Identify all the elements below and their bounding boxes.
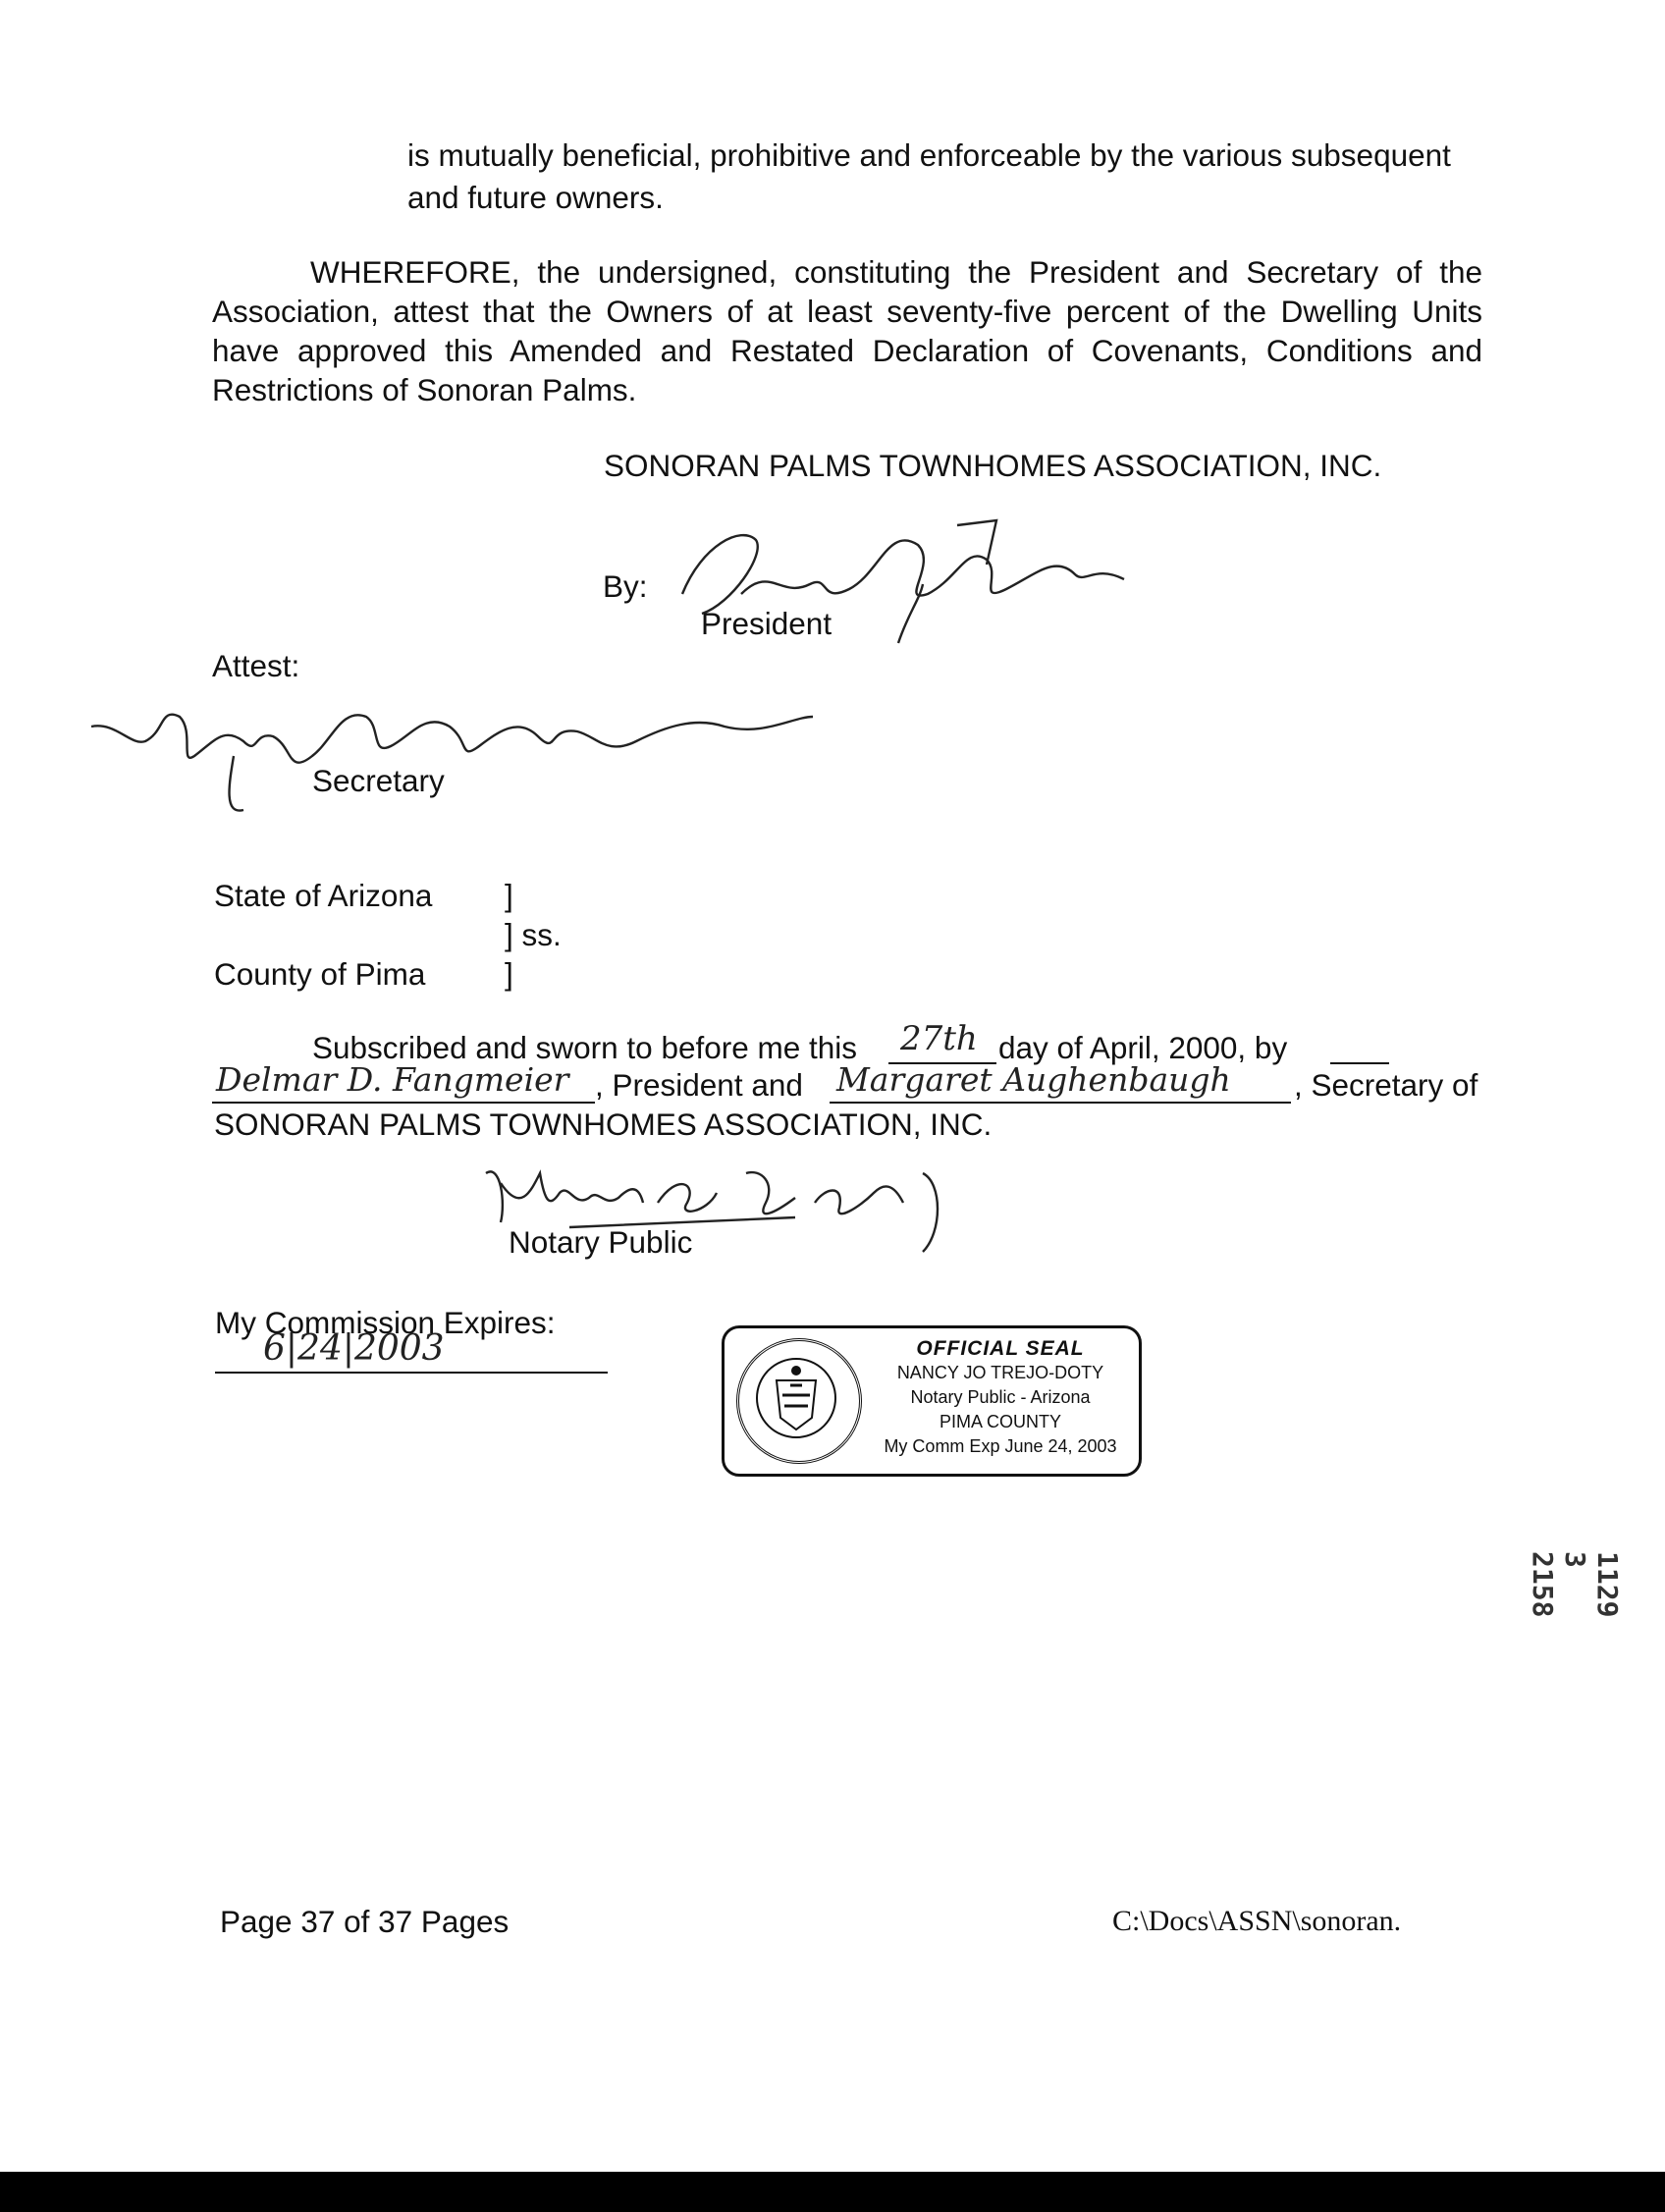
secretary-label: Secretary	[312, 763, 445, 798]
venue-ss: ] ss.	[505, 917, 562, 952]
top-paragraph-line2: and future owners.	[407, 180, 664, 215]
association-name: SONORAN PALMS TOWNHOMES ASSOCIATION, INC.	[604, 448, 1382, 483]
official-seal-stamp	[722, 1325, 1142, 1477]
jurat-part3: , President and	[595, 1067, 803, 1103]
footer-page-number: Page 37 of 37 Pages	[220, 1904, 510, 1939]
president-label: President	[701, 606, 832, 641]
venue-bracket-1: ]	[505, 878, 513, 913]
footer-file-path: C:\Docs\ASSN\sonoran.	[1112, 1905, 1402, 1937]
venue-bracket-3: ]	[505, 956, 513, 992]
commission-label: My Commission Expires:	[215, 1305, 556, 1340]
seal-line3: Notary Public - Arizona	[910, 1387, 1091, 1407]
jurat-day-handwritten: 27th	[900, 1019, 978, 1058]
seal-title: OFFICIAL SEAL	[916, 1337, 1085, 1360]
venue-state: State of Arizona	[214, 878, 433, 913]
by-label: By:	[603, 568, 648, 604]
secretary-name-handwritten: Margaret Aughenbaugh	[836, 1060, 1231, 1099]
attest-label: Attest:	[212, 648, 300, 683]
seal-line5: My Comm Exp June 24, 2003	[884, 1436, 1117, 1456]
commission-underline	[215, 1372, 608, 1374]
president-name-handwritten: Delmar D. Fangmeier	[216, 1060, 569, 1099]
jurat-part4: , Secretary of	[1294, 1067, 1478, 1103]
commission-date-handwritten: 6|24|2003	[263, 1328, 445, 1369]
jurat-part1: Subscribed and sworn to before me this	[312, 1030, 858, 1065]
wherefore-paragraph: WHEREFORE, the undersigned, constituting the President and Secretary of the Association, attest that the Owners of at least seventy-five percent of the Dwelling Units have approved this Amended and Restated Declaration of Covenants, Conditions and Restrictions of Sonoran Palms.	[212, 254, 1482, 407]
top-paragraph-line1: is mutually beneficial, prohibitive and enforceable by the various subsequent	[407, 137, 1451, 173]
secretary-name-underline	[830, 1102, 1291, 1104]
jurat-part2: day of April, 2000, by	[998, 1030, 1288, 1065]
by-blank-line	[1330, 1062, 1389, 1064]
state-seal-emblem-icon	[736, 1338, 862, 1464]
seal-name: NANCY JO TREJO-DOTY	[896, 1363, 1104, 1382]
jurat-line3: SONORAN PALMS TOWNHOMES ASSOCIATION, INC.	[214, 1106, 993, 1142]
secretary-signature	[86, 687, 823, 830]
side-document-number: 1129 3 2158	[1527, 1551, 1624, 1618]
notary-label: Notary Public	[509, 1224, 693, 1260]
seal-line4: PIMA COUNTY	[939, 1412, 1061, 1431]
president-name-underline	[212, 1102, 595, 1104]
venue-county: County of Pima	[214, 956, 426, 992]
